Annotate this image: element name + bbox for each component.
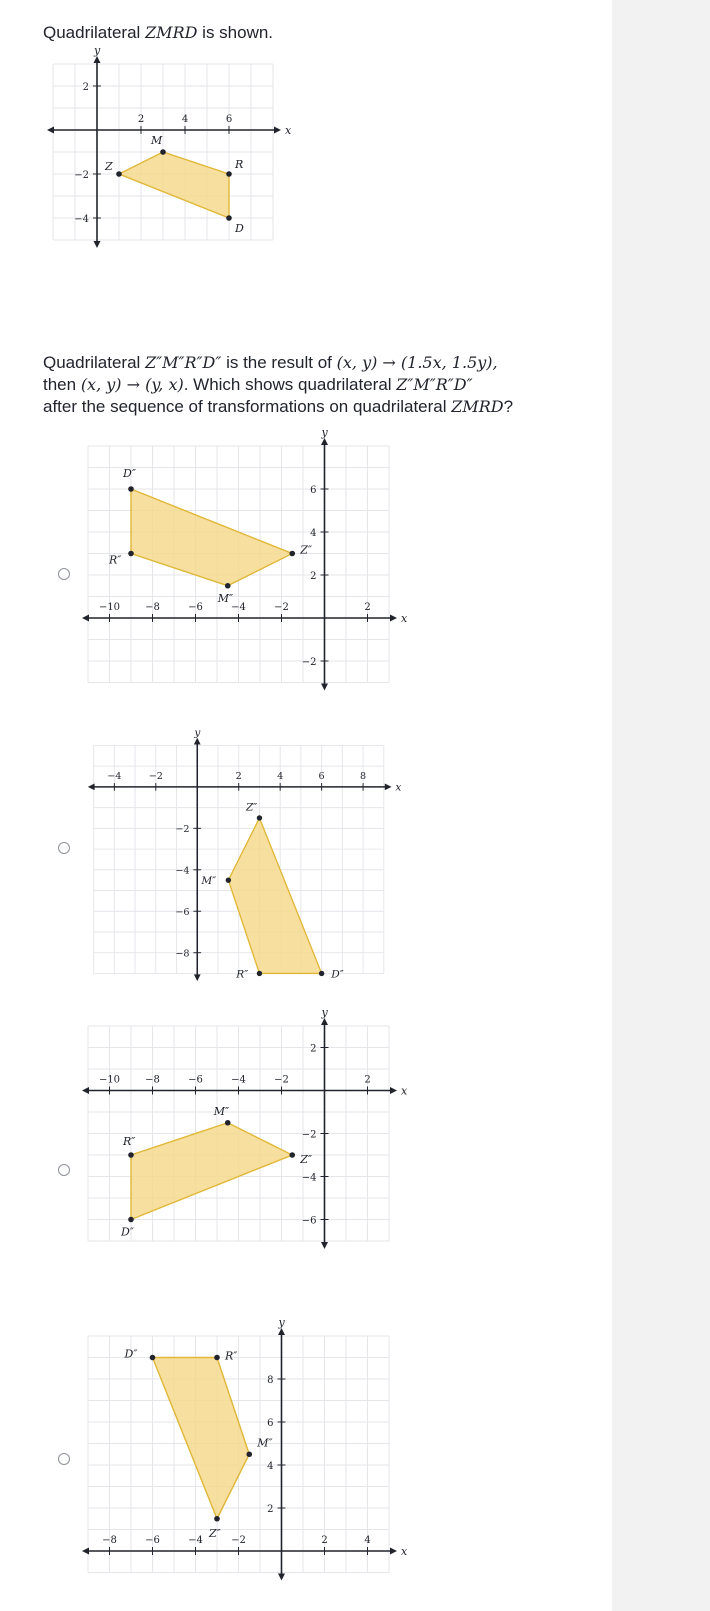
y-tick-label: 2: [310, 571, 317, 582]
choice-b-radio[interactable]: [58, 842, 70, 854]
x-tick-label: −6: [145, 1535, 160, 1546]
choiceB-svg: [80, 726, 409, 985]
vertex-point: [257, 971, 262, 976]
choice-c[interactable]: [58, 1006, 598, 1310]
intro-shape-name: ZMRD: [145, 23, 198, 42]
x-tick-label: −8: [145, 1074, 160, 1086]
vertex-point: [289, 551, 295, 557]
vertex-point: [128, 551, 134, 557]
x-axis-label: x: [285, 124, 292, 137]
choiceA-svg: [80, 426, 409, 695]
y-tick-label: −4: [301, 1172, 317, 1184]
x-axis-arrow-left: [82, 1548, 89, 1555]
x-tick-label: 4: [181, 114, 189, 125]
vertex-label: R: [235, 158, 244, 171]
y-tick-label: 6: [267, 1418, 274, 1429]
vertex-label: R″: [109, 553, 122, 567]
choice-b[interactable]: [58, 726, 598, 1000]
choice-d-radio[interactable]: [58, 1453, 70, 1465]
x-axis-arrow-left: [47, 127, 54, 134]
vertex-point: [214, 1516, 220, 1522]
vertex-point: [128, 1152, 134, 1158]
vertex-label: Z″: [209, 1526, 221, 1540]
choice-a[interactable]: [58, 426, 598, 710]
x-tick-label: 2: [235, 771, 242, 783]
y-axis-arrow-up: [321, 1018, 328, 1025]
y-tick-label: −2: [74, 170, 89, 181]
x-tick-label: −2: [274, 602, 289, 613]
question-math-3: (x, y) → (y, x): [80, 375, 184, 394]
x-tick-label: −10: [98, 1074, 121, 1086]
x-tick-label: 4: [364, 1535, 371, 1546]
y-axis-label: y: [321, 426, 328, 439]
x-axis-label: x: [401, 1545, 408, 1558]
vertex-label: R″: [236, 968, 249, 981]
choice-c-radio[interactable]: [58, 1164, 70, 1176]
y-axis-arrow-up: [321, 438, 328, 445]
vertex-label: M: [151, 134, 163, 147]
x-tick-label: 4: [277, 771, 284, 783]
y-tick-label: 2: [267, 1504, 274, 1515]
y-tick-label: −6: [301, 1215, 317, 1227]
x-tick-label: 6: [318, 771, 325, 783]
y-tick-label: −2: [301, 1129, 317, 1141]
x-axis-arrow-right: [390, 1548, 397, 1555]
intro-pre: Quadrilateral: [43, 23, 146, 42]
x-axis-label: x: [401, 1084, 408, 1098]
vertex-point: [160, 149, 166, 155]
vertex-point: [128, 486, 134, 492]
vertex-point: [116, 171, 122, 177]
vertex-label: D″: [331, 968, 344, 981]
x-tick-label: −2: [231, 1535, 246, 1546]
x-tick-label: −8: [102, 1535, 117, 1546]
vertex-point: [289, 1152, 295, 1158]
vertex-label: M″: [201, 875, 217, 888]
vertex-label: D″: [123, 467, 136, 480]
vertex-point: [214, 1355, 220, 1361]
vertex-label: M″: [213, 1104, 230, 1118]
x-axis-arrow-right: [385, 784, 392, 791]
y-axis-arrow-up: [94, 56, 101, 63]
question-part-4: . Which shows quadrilateral: [183, 375, 397, 394]
x-tick-label: 8: [360, 771, 367, 783]
intro-text: [43, 22, 273, 44]
x-axis-arrow-left: [82, 1087, 89, 1094]
vertex-point: [246, 1451, 252, 1457]
vertex-point: [226, 877, 231, 882]
question-math-5: ZMRD: [451, 397, 504, 416]
x-axis-arrow-right: [274, 127, 281, 134]
y-tick-label: −2: [175, 824, 190, 836]
original-quadrilateral-graph: [45, 44, 293, 252]
y-axis-arrow-down: [321, 684, 328, 691]
choiceC-svg: [80, 1006, 409, 1253]
y-tick-label: −8: [175, 948, 190, 960]
vertex-point: [225, 1120, 231, 1126]
vertex-label: R″: [225, 1349, 238, 1363]
question-part-6: ?: [503, 397, 514, 416]
choice-d[interactable]: [58, 1316, 598, 1605]
quadrilateral: [131, 1123, 292, 1220]
x-tick-label: 2: [364, 1074, 371, 1086]
x-axis-arrow-right: [390, 1087, 397, 1094]
vertex-point: [226, 171, 232, 177]
y-axis-arrow-down: [94, 241, 101, 248]
y-tick-label: 4: [310, 528, 317, 539]
vertex-label: Z″: [300, 1153, 313, 1166]
vertex-label: D″: [121, 1225, 134, 1239]
x-axis-arrow-left: [88, 784, 95, 791]
choiceD-svg: [80, 1316, 409, 1585]
x-tick-label: −4: [231, 1074, 246, 1086]
x-tick-label: 6: [225, 114, 233, 125]
x-tick-label: −2: [148, 771, 163, 783]
question-math-4: Z″M″R″D″: [396, 375, 473, 394]
vertex-label: M″: [217, 591, 234, 605]
x-tick-label: −2: [274, 1074, 289, 1086]
x-tick-label: −4: [231, 602, 246, 613]
x-tick-label: −6: [188, 602, 203, 613]
choice-b-graph: [80, 726, 409, 985]
y-tick-label: −2: [301, 657, 317, 668]
vertex-label: M″: [257, 1436, 273, 1450]
vertex-point: [225, 583, 231, 589]
x-tick-label: −4: [107, 771, 122, 783]
quadrilateral: [119, 152, 229, 218]
x-tick-label: −8: [145, 602, 160, 613]
vertex-label: Z″: [300, 543, 313, 557]
vertex-point: [319, 971, 324, 976]
y-tick-label: −4: [175, 865, 190, 877]
y-axis-arrow-down: [194, 974, 201, 981]
question-math-2: (x, y) → (1.5x, 1.5y),: [336, 353, 498, 372]
intro-post: is shown.: [197, 23, 274, 42]
vertex-point: [257, 815, 262, 820]
vertex-label: Z″: [245, 801, 258, 814]
quadrilateral: [131, 489, 292, 586]
vertex-label: D″: [124, 1347, 138, 1361]
x-tick-label: −6: [188, 1074, 203, 1086]
y-axis-arrow-up: [278, 1328, 285, 1335]
vertex-label: Z: [105, 160, 113, 173]
choice-c-graph: [80, 1006, 409, 1253]
vertex-label: R″: [123, 1135, 136, 1148]
y-axis-label: y: [194, 726, 201, 739]
y-axis-arrow-down: [278, 1574, 285, 1581]
y-axis-label: y: [321, 1006, 328, 1019]
x-tick-label: 2: [321, 1535, 328, 1546]
question-text: [43, 352, 613, 418]
quadrilateral: [153, 1358, 250, 1519]
question-part-1: Quadrilateral: [43, 353, 146, 372]
quadrilateral: [228, 818, 321, 973]
x-axis-label: x: [401, 612, 408, 625]
x-tick-label: 2: [364, 602, 371, 613]
y-axis-label: y: [94, 44, 101, 57]
choice-a-radio[interactable]: [58, 568, 70, 580]
original-svg: [45, 44, 293, 252]
y-tick-label: 6: [310, 485, 317, 496]
y-tick-label: 2: [310, 1043, 317, 1055]
x-tick-label: −4: [188, 1535, 203, 1546]
x-tick-label: 2: [137, 114, 145, 125]
question-part-5: after the sequence of transformations on quadrilateral: [43, 397, 452, 416]
y-axis-label: y: [278, 1316, 285, 1329]
question-part-3: then: [43, 375, 81, 394]
question-part-2: is the result of: [221, 353, 337, 372]
x-axis-label: x: [395, 781, 402, 794]
y-tick-label: −4: [74, 214, 89, 225]
y-tick-label: −6: [175, 907, 190, 919]
right-sidebar: [612, 0, 710, 1611]
x-tick-label: −10: [98, 602, 121, 613]
vertex-label: D: [235, 222, 244, 235]
vertex-point: [128, 1217, 134, 1223]
y-tick-label: 8: [267, 1375, 274, 1386]
vertex-point: [150, 1355, 156, 1361]
choice-a-graph: [80, 426, 409, 695]
y-axis-arrow-down: [321, 1242, 328, 1249]
vertex-point: [226, 215, 232, 221]
choice-d-graph: [80, 1316, 409, 1585]
y-tick-label: 2: [82, 82, 89, 93]
x-axis-arrow-right: [390, 615, 397, 622]
x-axis-arrow-left: [82, 615, 89, 622]
y-tick-label: 4: [267, 1461, 274, 1472]
question-math-1: Z″M″R″D″: [145, 353, 222, 372]
